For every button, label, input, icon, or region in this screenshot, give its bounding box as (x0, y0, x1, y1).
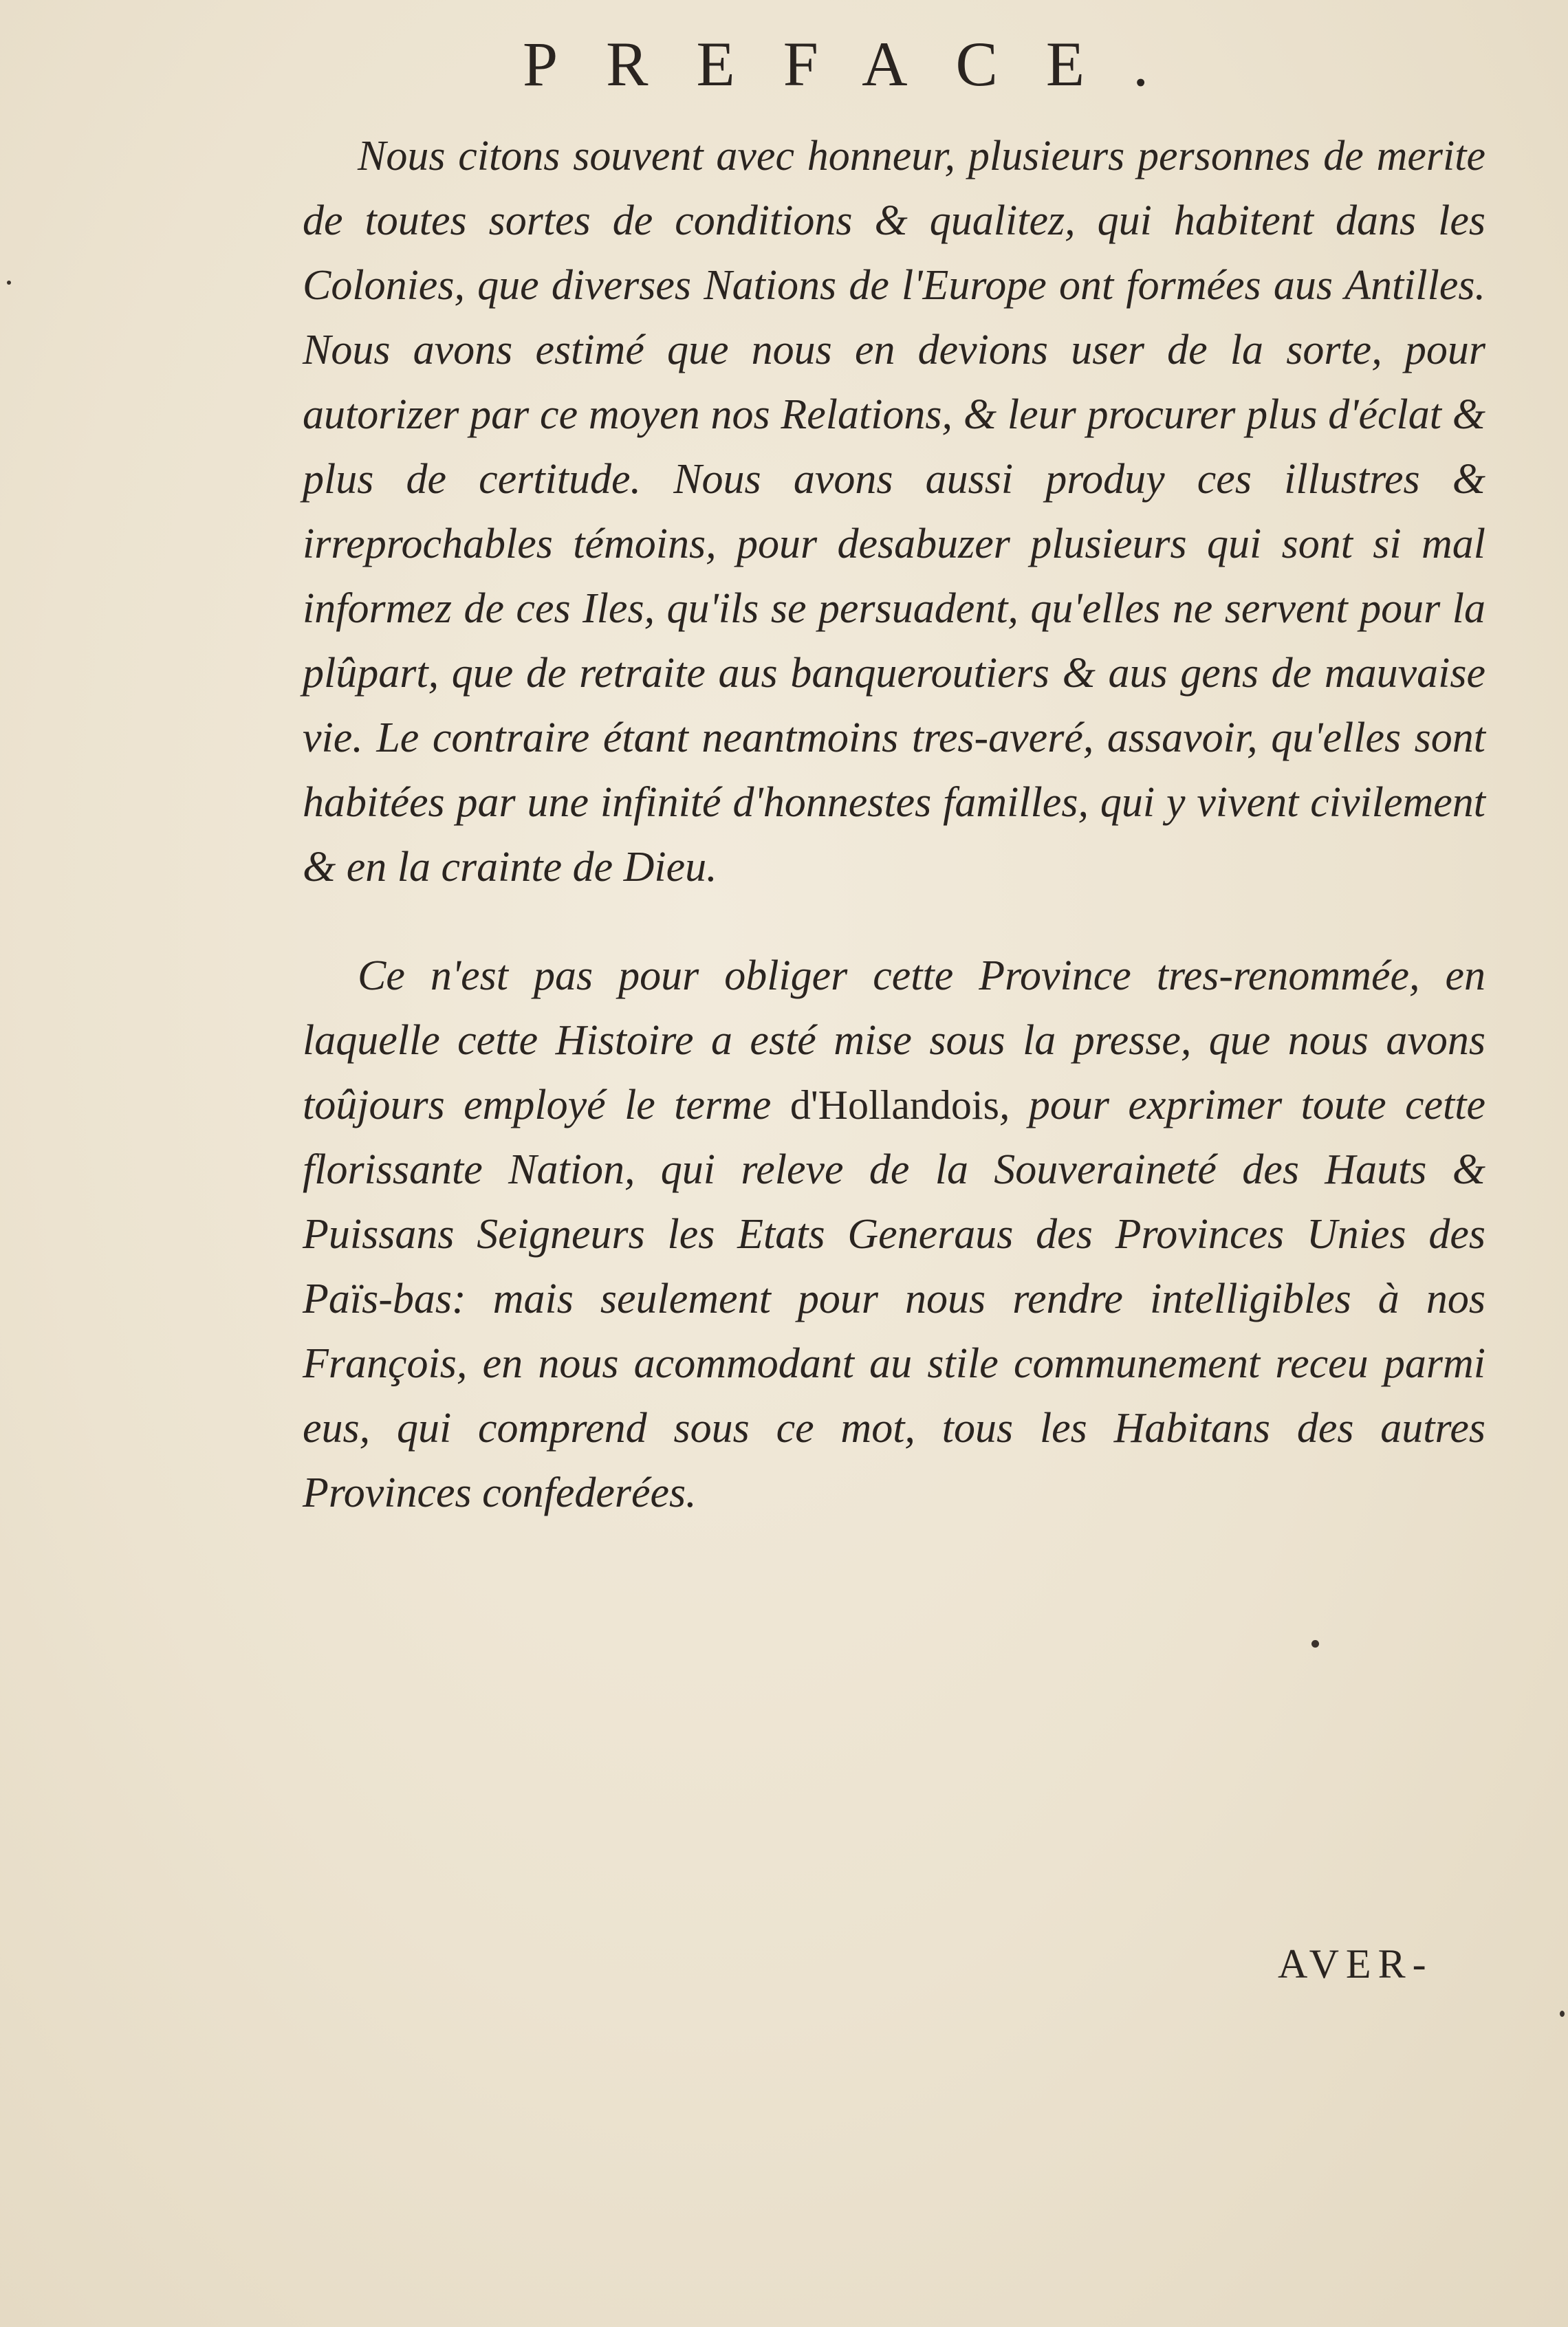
paragraph-2-text-start: Ce n'est pas pour obliger cette Province tres-renommée, en laquelle cette Histoire a esté mise sous la presse, que nous avons toûjours employé le terme (303, 952, 1485, 1128)
catchword: AVER- (1278, 1941, 1433, 1987)
paragraph-1: Nous citons souvent avec honneur, plusieurs personnes de merite de toutes sortes de conditions & qualitez, qui habitent dans les Colonies, que diverses Nations de l'Europe ont formées aus Antilles. Nous avons estimé que nous en devions user de la sorte, pour autorizer par ce moyen nos Relations, & leur procurer plus d'éclat & plus de certitude. Nous avons aussi produy ces illustres & irreprochables témoins, pour desabuzer plusieurs qui sont si mal informez de ces Iles, qu'ils se persuadent, qu'elles ne servent pour la plûpart, que de retraite aus banqueroutiers & aus gens de mauvaise vie. Le contraire étant neantmoins tres-averé, assavoir, qu'elles sont habitées par une infinité d'honnestes familles, qui y vivent civilement & en la crainte de Dieu. (303, 133, 1485, 891)
paragraph-2 (303, 943, 1485, 1525)
page-title: PREFACE. (523, 29, 1197, 99)
paragraph-2-roman-term: d'Hollandois (790, 1082, 999, 1128)
ink-speck (1311, 1640, 1319, 1648)
ink-speck (1560, 2011, 1565, 2017)
paragraph-2-text-end: , pour exprimer toute cette florissante Nation, qui releve de la Souveraineté des Hauts & Puissans Seigneurs les Etats Generaus des Provinces Unies des Païs-bas: mais seulement pour nous rendre intelligibles à nos François, en nous acommodant au stile communement receu parmi eus, qui comprend sous ce mot, tous les Habitans des autres Provinces confederées. (303, 1082, 1486, 1516)
ink-speck (7, 281, 11, 285)
